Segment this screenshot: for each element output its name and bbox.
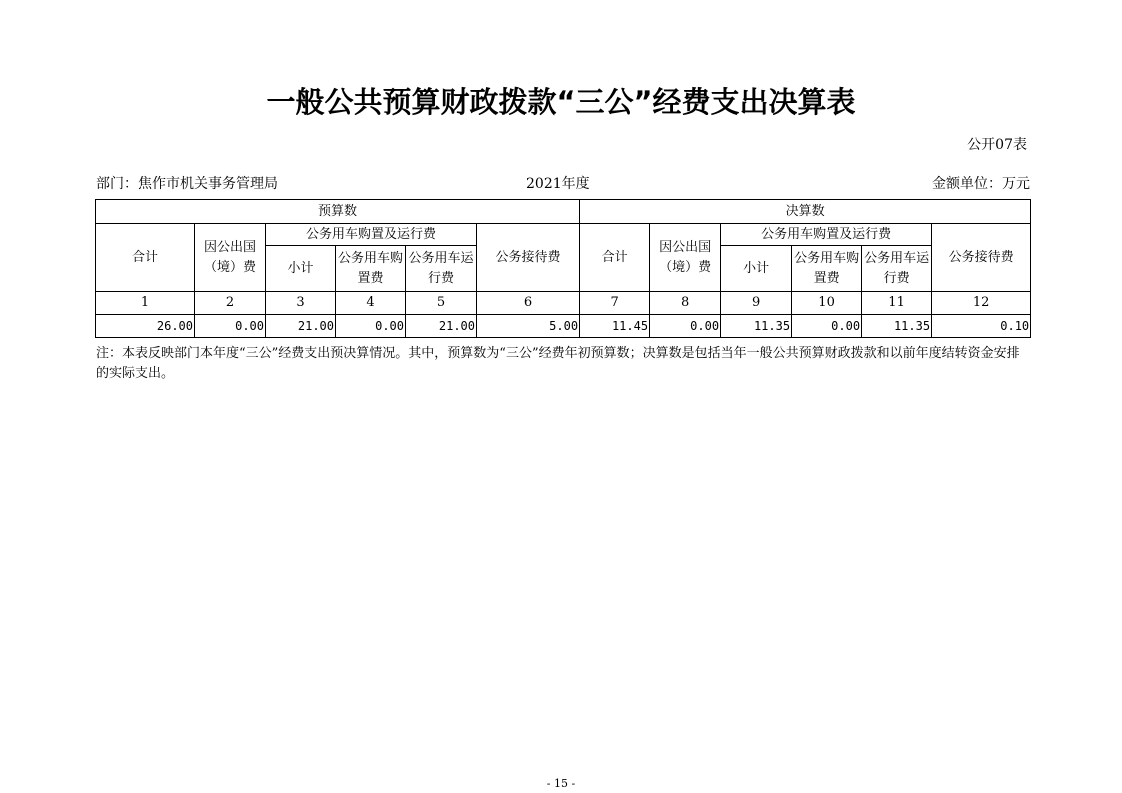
final-vehicle-operation-line2: 行费 [883, 270, 910, 286]
budget-vehicle-purchase-value: 0.00 [336, 315, 406, 338]
final-vehicle-subtotal-value: 11.35 [721, 315, 792, 338]
year-label: 2021年度 [526, 176, 590, 192]
final-reception-header: 公务接待费 [932, 224, 1031, 292]
final-vehicle-operation-line1: 公务用车运 [864, 250, 930, 266]
final-vehicle-purchase-line1: 公务用车购 [794, 250, 860, 266]
budget-vehicle-subtotal-value: 21.00 [266, 315, 336, 338]
table-row [96, 315, 1031, 338]
column-number: 9 [721, 292, 792, 315]
budget-vehicle-operation-value: 21.00 [406, 315, 477, 338]
budget-vehicle-purchase-line2: 置费 [357, 270, 384, 286]
final-total-value: 11.45 [580, 315, 650, 338]
column-number: 8 [650, 292, 721, 315]
budget-vehicle-operation-line2: 行费 [427, 270, 454, 286]
header-row-sub [96, 224, 1031, 246]
column-number: 11 [862, 292, 932, 315]
column-number: 12 [932, 292, 1031, 315]
table-code: 公开07表 [967, 137, 1027, 153]
final-abroad-line1: 因公出国 [659, 239, 712, 255]
header-row-groups [96, 200, 1031, 224]
budget-vehicle-group-header: 公务用车购置及运行费 [266, 224, 477, 246]
column-number: 10 [792, 292, 862, 315]
budget-total-value: 26.00 [96, 315, 195, 338]
three-public-expenses-table [95, 199, 1031, 338]
table-note: 注：本表反映部门本年度“三公”经费支出预决算情况。其中，预算数为“三公”经费年初预算数；决算数是包括当年一般公共预算财政拨款和以前年度结转资金安排的实际支出。 [96, 346, 1020, 381]
final-abroad-line2: （境）费 [659, 259, 712, 275]
budget-vehicle-operation-header [406, 246, 477, 292]
column-number: 1 [96, 292, 195, 315]
column-number: 3 [266, 292, 336, 315]
column-number: 2 [195, 292, 266, 315]
final-vehicle-purchase-line2: 置费 [813, 270, 840, 286]
budget-group-header: 预算数 [96, 200, 580, 224]
budget-reception-value: 5.00 [477, 315, 580, 338]
final-vehicle-purchase-value: 0.00 [792, 315, 862, 338]
final-vehicle-group-header: 公务用车购置及运行费 [721, 224, 932, 246]
budget-subtotal-header: 小计 [266, 246, 336, 292]
page-title: 一般公共预算财政拨款“三公”经费支出决算表 [266, 85, 856, 119]
final-group-header: 决算数 [580, 200, 1031, 224]
budget-abroad-value: 0.00 [195, 315, 266, 338]
page-number: - 15 - [546, 777, 576, 790]
final-vehicle-operation-value: 11.35 [862, 315, 932, 338]
column-number: 5 [406, 292, 477, 315]
budget-abroad-header [195, 224, 266, 292]
final-vehicle-purchase-header [792, 246, 862, 292]
budget-vehicle-purchase-header [336, 246, 406, 292]
budget-vehicle-purchase-line1: 公务用车购 [337, 250, 403, 266]
final-total-header: 合计 [580, 224, 650, 292]
column-number-row [96, 292, 1031, 315]
budget-total-header: 合计 [96, 224, 195, 292]
column-number: 7 [580, 292, 650, 315]
final-abroad-header [650, 224, 721, 292]
budget-abroad-line1: 因公出国 [203, 239, 256, 255]
column-number: 6 [477, 292, 580, 315]
final-reception-value: 0.10 [932, 315, 1031, 338]
unit-label: 金额单位：万元 [932, 176, 1030, 192]
budget-abroad-line2: （境）费 [203, 259, 256, 275]
meta-row [96, 173, 1030, 193]
final-vehicle-operation-header [862, 246, 932, 292]
budget-vehicle-operation-line1: 公务用车运 [408, 250, 474, 266]
final-abroad-value: 0.00 [650, 315, 721, 338]
final-subtotal-header: 小计 [721, 246, 792, 292]
budget-reception-header: 公务接待费 [477, 224, 580, 292]
column-number: 4 [336, 292, 406, 315]
department-label: 部门：焦作市机关事务管理局 [96, 176, 278, 192]
